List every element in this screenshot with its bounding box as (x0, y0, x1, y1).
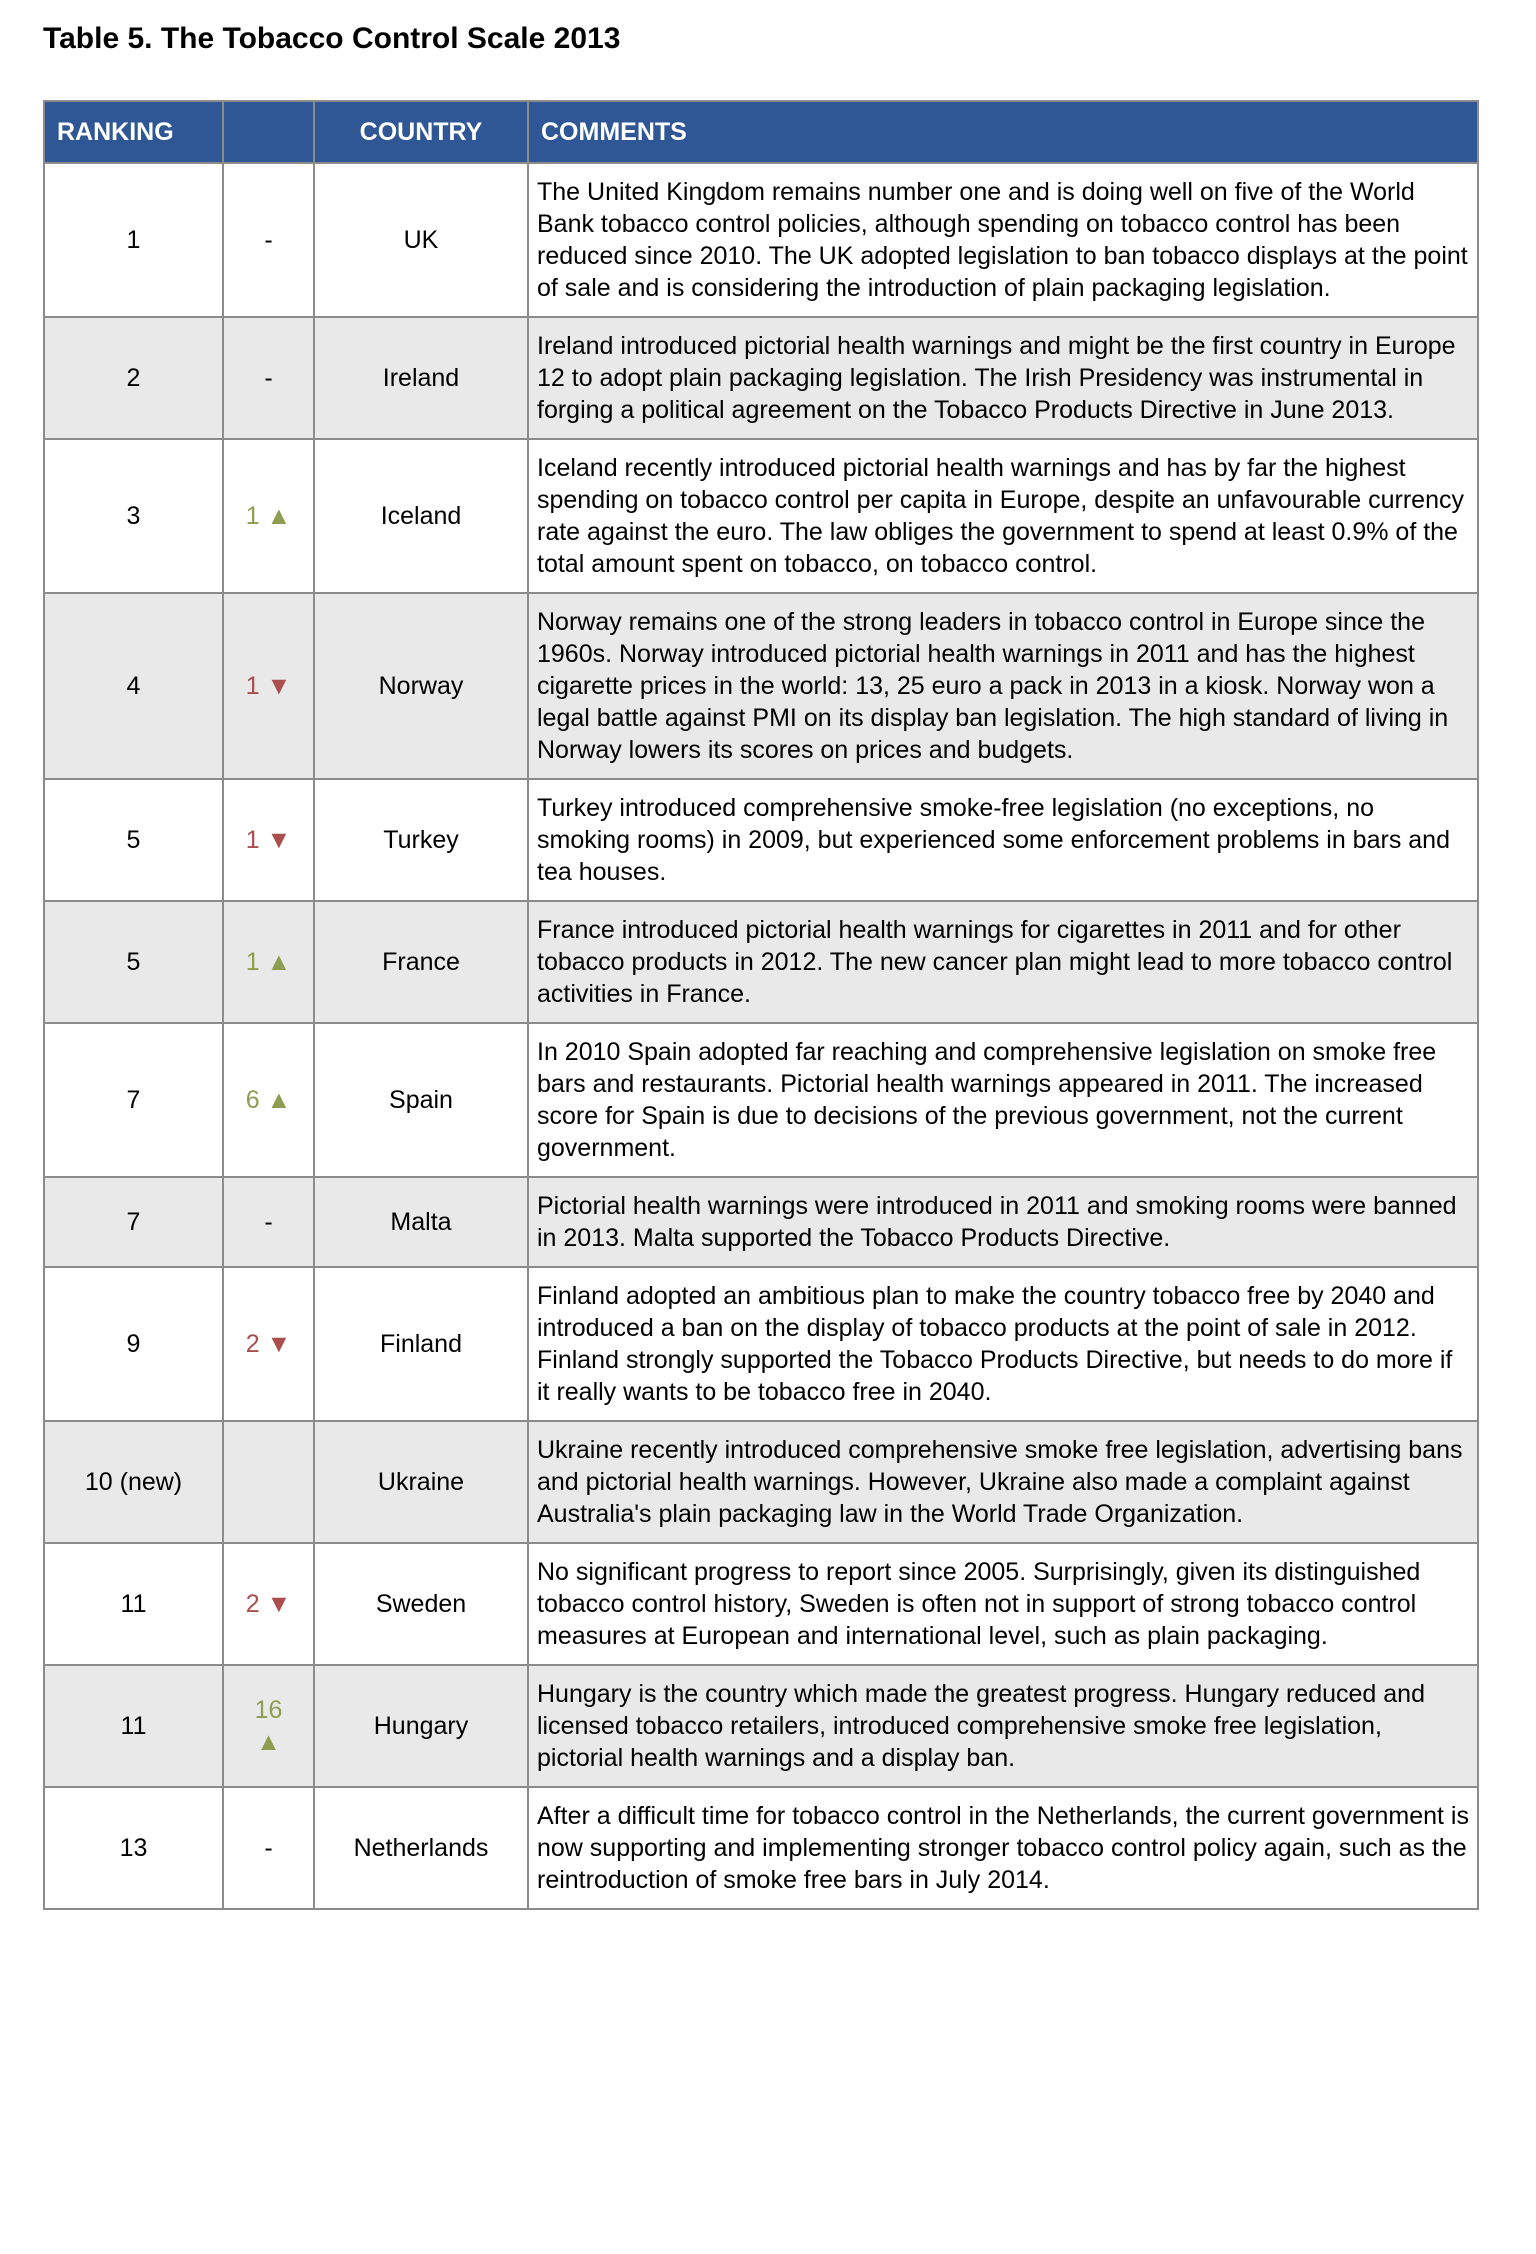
country-cell: Sweden (314, 1543, 528, 1665)
change-value: - (264, 364, 273, 392)
table-row (44, 593, 1478, 779)
rank-up-triangle-icon: ▲ (266, 1086, 292, 1114)
country-cell: Norway (314, 593, 528, 779)
comments-cell: Hungary is the country which made the greatest progress. Hungary reduced and licensed tobacco retailers, introduced comprehensive smoke free legislation, pictorial health warnings and a display ban. (528, 1665, 1478, 1787)
table-body (44, 163, 1478, 1909)
ranking-cell: 11 (44, 1543, 223, 1665)
country-cell: Turkey (314, 779, 528, 901)
change-cell (223, 1421, 314, 1543)
change-value: 1 (245, 502, 260, 530)
change-cell (223, 1787, 314, 1909)
change-value: 2 (245, 1590, 260, 1618)
change-cell (223, 1665, 314, 1787)
comments-cell: In 2010 Spain adopted far reaching and comprehensive legislation on smoke free bars and restaurants. Pictorial health warnings appeared in 2011. The increased score for Spain is due to decisions of the previous government, not the current government. (528, 1023, 1478, 1177)
change-cell (223, 163, 314, 317)
country-cell: UK (314, 163, 528, 317)
comments-cell: Turkey introduced comprehensive smoke-free legislation (no exceptions, no smoking rooms) in 2009, but experienced some enforcement problems in bars and tea houses. (528, 779, 1478, 901)
country-cell: Netherlands (314, 1787, 528, 1909)
rank-up-triangle-icon: ▲ (266, 502, 292, 530)
rank-down-triangle-icon: ▼ (266, 1330, 292, 1358)
ranking-cell: 1 (44, 163, 223, 317)
ranking-cell: 2 (44, 317, 223, 439)
table-row (44, 779, 1478, 901)
country-cell: Hungary (314, 1665, 528, 1787)
comments-cell: After a difficult time for tobacco control in the Netherlands, the current government is now supporting and implementing stronger tobacco control policy again, such as the reintroduction of smoke free bars in July 2014. (528, 1787, 1478, 1909)
ranking-cell: 7 (44, 1177, 223, 1267)
header-comments: COMMENTS (528, 101, 1478, 163)
rank-down-triangle-icon: ▼ (266, 1590, 292, 1618)
change-value: - (264, 226, 273, 254)
table-row (44, 439, 1478, 593)
table-row (44, 1023, 1478, 1177)
rank-down-triangle-icon: ▼ (266, 826, 292, 854)
change-cell (223, 1543, 314, 1665)
country-cell: Ukraine (314, 1421, 528, 1543)
ranking-cell: 9 (44, 1267, 223, 1421)
rank-up-triangle-icon: ▲ (256, 1728, 281, 1756)
comments-cell: The United Kingdom remains number one and is doing well on five of the World Bank tobacco control policies, although spending on tobacco control has been reduced since 2010. The UK adopted legislation to ban tobacco displays at the point of sale and is considering the introduction of plain packaging legislation. (528, 163, 1478, 317)
header-change (223, 101, 314, 163)
rank-down-triangle-icon: ▼ (266, 672, 292, 700)
change-value: 6 (245, 1086, 260, 1114)
ranking-cell: 3 (44, 439, 223, 593)
change-cell (223, 1267, 314, 1421)
country-cell: Finland (314, 1267, 528, 1421)
comments-cell: Finland adopted an ambitious plan to make the country tobacco free by 2040 and introduced a ban on the display of tobacco products at the point of sale in 2012. Finland strongly supported the Tobacco Products Directive, but needs to do more if it really wants to be tobacco free in 2040. (528, 1267, 1478, 1421)
rank-up-triangle-icon: ▲ (266, 948, 292, 976)
change-cell (223, 1177, 314, 1267)
country-cell: Malta (314, 1177, 528, 1267)
ranking-cell: 5 (44, 901, 223, 1023)
table-row (44, 163, 1478, 317)
table-row (44, 1177, 1478, 1267)
change-value: - (264, 1834, 273, 1862)
change-cell (223, 1023, 314, 1177)
change-cell (223, 439, 314, 593)
comments-cell: Pictorial health warnings were introduced in 2011 and smoking rooms were banned in 2013. Malta supported the Tobacco Products Directive. (528, 1177, 1478, 1267)
change-value: 1 (245, 948, 260, 976)
change-cell (223, 593, 314, 779)
header-row (44, 101, 1478, 163)
ranking-cell: 10 (new) (44, 1421, 223, 1543)
table-row (44, 1665, 1478, 1787)
country-cell: Spain (314, 1023, 528, 1177)
change-value: - (264, 1208, 273, 1236)
table-row (44, 1267, 1478, 1421)
table-row (44, 1543, 1478, 1665)
change-value: 2 (245, 1330, 260, 1358)
table-row (44, 1421, 1478, 1543)
change-value: 16 (254, 1696, 283, 1724)
comments-cell: Norway remains one of the strong leaders in tobacco control in Europe since the 1960s. Norway introduced pictorial health warnings in 2011 and has the highest cigarette prices in the world: 13, 25 euro a pack in 2013 in a kiosk. Norway won a legal battle against PMI on its display ban legislation. The high standard of living in Norway lowers its scores on prices and budgets. (528, 593, 1478, 779)
country-cell: Iceland (314, 439, 528, 593)
change-value: 1 (245, 672, 260, 700)
ranking-cell: 11 (44, 1665, 223, 1787)
ranking-cell: 7 (44, 1023, 223, 1177)
comments-cell: Iceland recently introduced pictorial health warnings and has by far the highest spending on tobacco control per capita in Europe, despite an unfavourable currency rate against the euro. The law obliges the government to spend at least 0.9% of the total amount spent on tobacco, on tobacco control. (528, 439, 1478, 593)
tobacco-control-scale-table (43, 100, 1479, 1910)
comments-cell: Ukraine recently introduced comprehensive smoke free legislation, advertising bans and pictorial health warnings. However, Ukraine also made a complaint against Australia's plain packaging law in the World Trade Organization. (528, 1421, 1478, 1543)
country-cell: France (314, 901, 528, 1023)
table-row (44, 317, 1478, 439)
comments-cell: No significant progress to report since 2005. Surprisingly, given its distinguished tobacco control history, Sweden is often not in support of strong tobacco control measures at European and international level, such as plain packaging. (528, 1543, 1478, 1665)
ranking-cell: 13 (44, 1787, 223, 1909)
ranking-cell: 4 (44, 593, 223, 779)
change-value: 1 (245, 826, 260, 854)
comments-cell: France introduced pictorial health warnings for cigarettes in 2011 and for other tobacco products in 2012. The new cancer plan might lead to more tobacco control activities in France. (528, 901, 1478, 1023)
header-country: COUNTRY (314, 101, 528, 163)
country-cell: Ireland (314, 317, 528, 439)
change-cell (223, 779, 314, 901)
ranking-cell: 5 (44, 779, 223, 901)
table-row (44, 1787, 1478, 1909)
change-cell (223, 317, 314, 439)
header-ranking: RANKING (44, 101, 223, 163)
table-title: Table 5. The Tobacco Control Scale 2013 (43, 22, 621, 55)
change-cell (223, 901, 314, 1023)
comments-cell: Ireland introduced pictorial health warnings and might be the first country in Europe 12 to adopt plain packaging legislation. The Irish Presidency was instrumental in forging a political agreement on the Tobacco Products Directive in June 2013. (528, 317, 1478, 439)
table-row (44, 901, 1478, 1023)
